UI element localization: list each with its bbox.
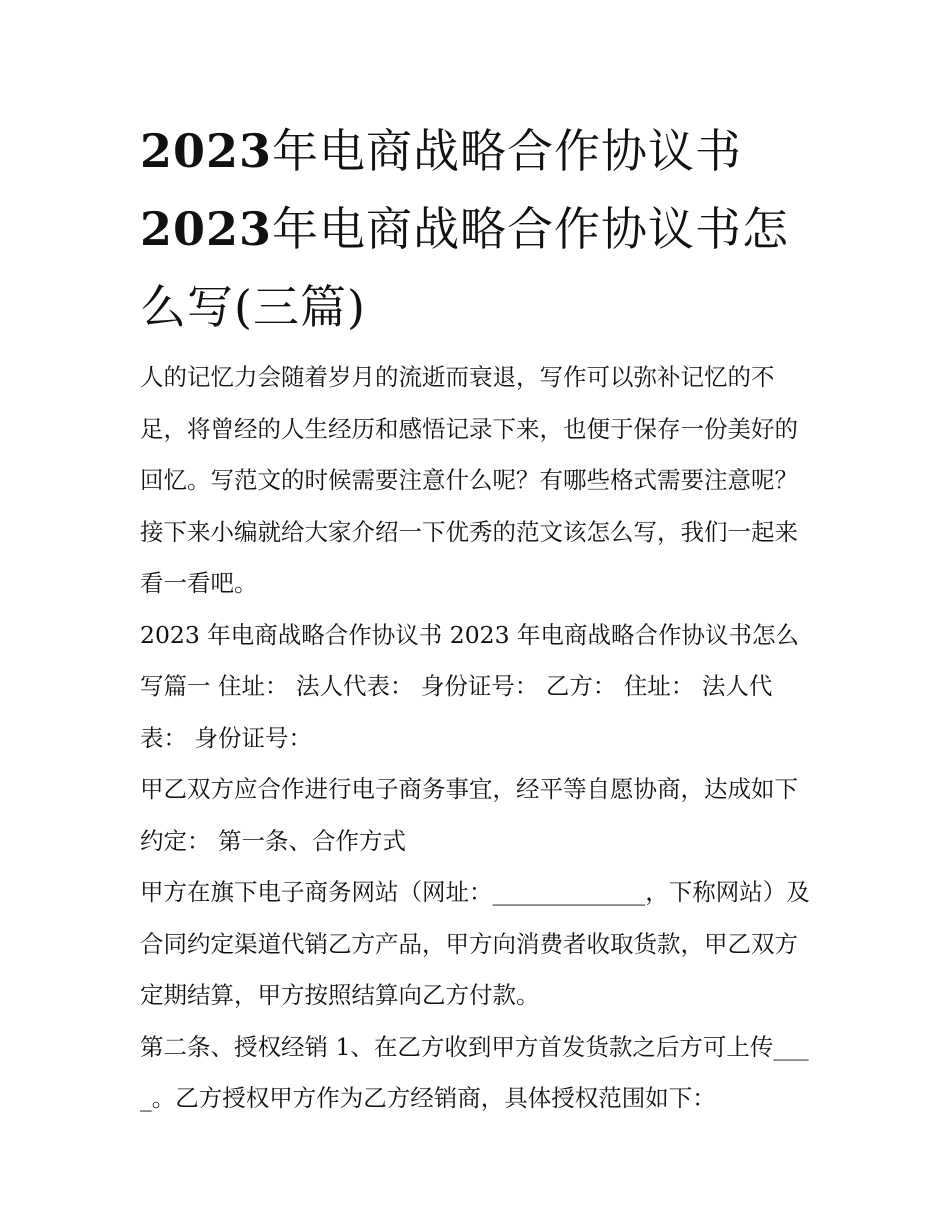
paragraph-agreement: 甲乙双方应合作进行电子商务事宜，经平等自愿协商，达成如下约定： 第一条、合作方式 — [140, 775, 798, 855]
title-line2-number: 2023 — [140, 202, 273, 256]
document-page — [140, 112, 816, 1125]
title-line1-text: 年电商战略合作协议书 — [272, 124, 743, 178]
paragraph-parties: 2023 年电商战略合作协议书 2023 年电商战略合作协议书怎么写篇一 住址： 法人代表： 身份证号： 乙方： 住址： 法人代表： 身份证号： — [140, 620, 800, 752]
document-title — [140, 112, 816, 346]
title-line2-text: 年电商战略合作协议书怎么写(三篇) — [140, 202, 790, 334]
paragraph-authorization: 第二条、授权经销 1、在乙方收到甲方首发货款之后方可上传____。乙方授权甲方作为乙方经销商，具体授权范围如下： — [140, 1032, 809, 1112]
title-line1-number: 2023 — [140, 124, 273, 178]
paragraph-cooperation-mode: 甲方在旗下电子商务网站（网址：_____________，下称网站）及合同约定渠道代销乙方产品，甲方向消费者收取货款，甲乙双方定期结算，甲方按照结算向乙方付款。 — [140, 878, 810, 1009]
paragraph-intro: 人的记忆力会随着岁月的流逝而衰退，写作可以弥补记忆的不足，将曾经的人生经历和感悟记录下来，也便于保存一份美好的回忆。写范文的时候需要注意什么呢？有哪些格式需要注意呢？接下来小编就给大家介绍一下优秀的范文该怎么写，我们一起来看一看吧。 — [140, 363, 798, 597]
